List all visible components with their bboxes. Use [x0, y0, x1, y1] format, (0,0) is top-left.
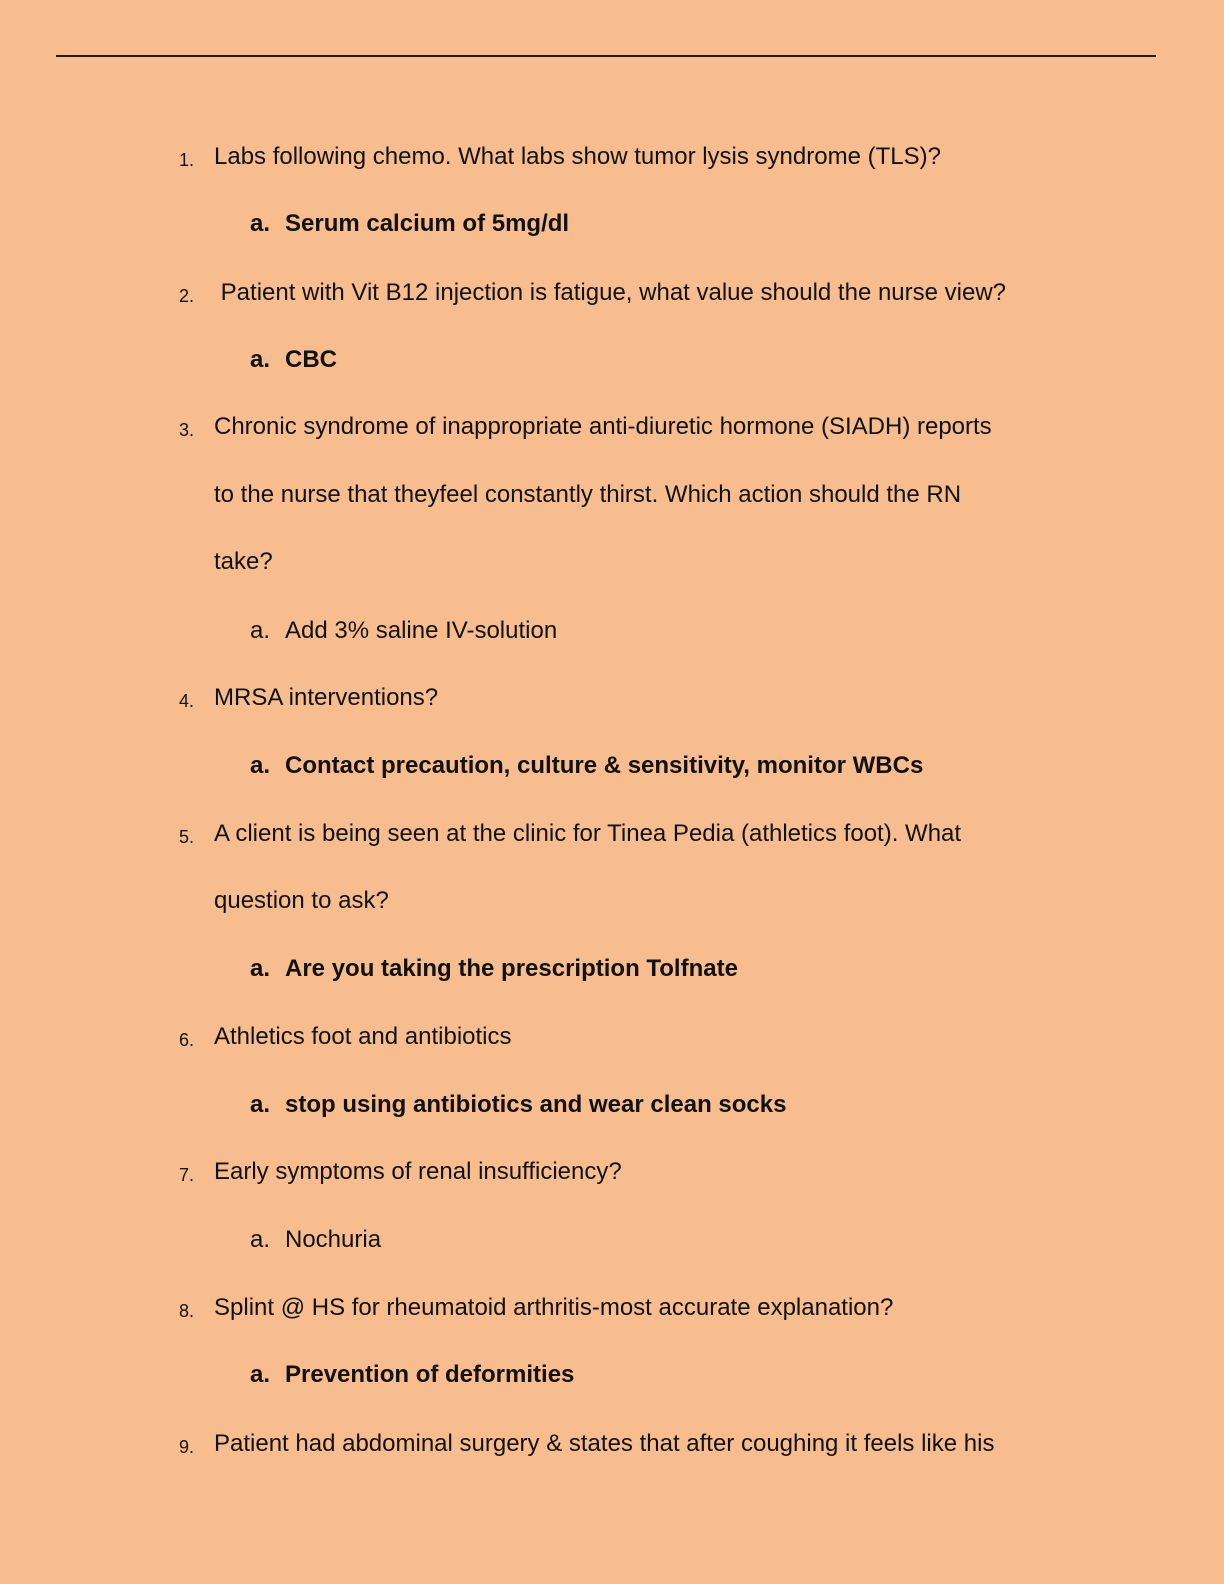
question-number: 9.: [179, 1437, 195, 1457]
answer-text: Are you taking the prescription Tolfnate: [285, 955, 738, 982]
header-rule: [56, 55, 1156, 57]
answer-text: Add 3% saline IV-solution: [285, 617, 558, 644]
answer-text: Prevention of deformities: [285, 1361, 575, 1388]
answer-letter: a.: [250, 1361, 271, 1388]
answer-letter: a.: [250, 752, 271, 779]
answer-letter: a.: [250, 346, 271, 373]
question-number: 4.: [179, 691, 195, 711]
answer-letter: a.: [250, 210, 271, 237]
answer-text: Serum calcium of 5mg/dl: [285, 210, 570, 237]
question-number: 3.: [179, 420, 195, 440]
question-number: 2.: [179, 286, 195, 306]
question-number: 5.: [179, 827, 195, 847]
question-text: take?: [214, 548, 273, 575]
question-number: 7.: [179, 1165, 195, 1185]
question-text: MRSA interventions?: [214, 684, 439, 711]
answer-text: stop using antibiotics and wear clean socks: [285, 1091, 787, 1118]
answer-letter: a.: [250, 955, 271, 982]
answer-text: Contact precaution, culture & sensitivity, monitor WBCs: [285, 752, 924, 779]
question-text: Labs following chemo. What labs show tumor lysis syndrome (TLS)?: [214, 143, 941, 170]
question-text: Chronic syndrome of inappropriate anti-diuretic hormone (SIADH) reports: [214, 413, 992, 440]
question-text: A client is being seen at the clinic for Tinea Pedia (athletics foot). What: [214, 820, 962, 847]
question-text: Athletics foot and antibiotics: [214, 1023, 512, 1050]
question-text: Patient had abdominal surgery & states that after coughing it feels like his: [214, 1430, 995, 1457]
question-text: Splint @ HS for rheumatoid arthritis-most accurate explanation?: [214, 1294, 894, 1321]
answer-letter: a.: [250, 1091, 271, 1118]
question-number: 8.: [179, 1301, 195, 1321]
answer-letter: a.: [250, 617, 271, 644]
question-text: Early symptoms of renal insufficiency?: [214, 1158, 622, 1185]
question-number: 6.: [179, 1030, 195, 1050]
question-text: Patient with Vit B12 injection is fatigue, what value should the nurse view?: [214, 279, 1007, 306]
question-text: question to ask?: [214, 887, 389, 914]
question-number: 1.: [179, 150, 195, 170]
answer-text: Nochuria: [285, 1226, 382, 1253]
answer-text: CBC: [285, 346, 337, 373]
question-text: to the nurse that theyfeel constantly thirst. Which action should the RN: [214, 481, 962, 508]
answer-letter: a.: [250, 1226, 271, 1253]
